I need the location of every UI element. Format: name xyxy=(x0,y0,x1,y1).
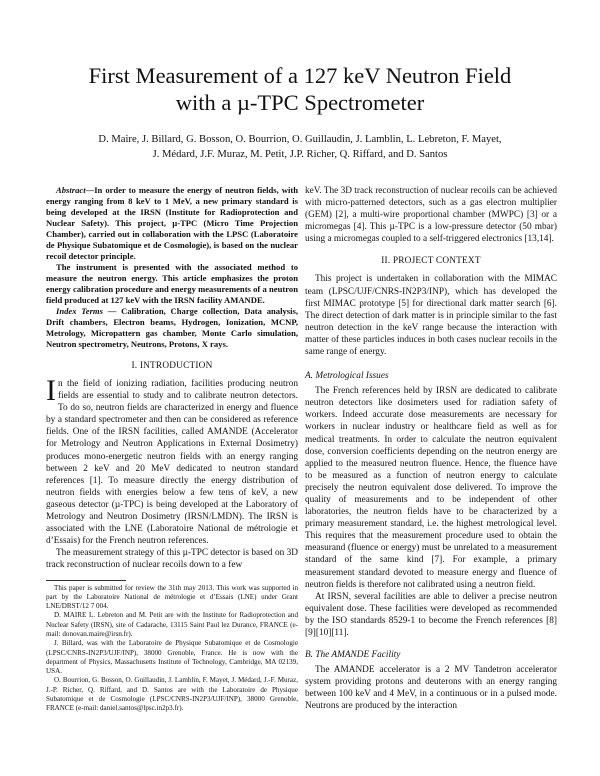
author-list xyxy=(60,132,540,162)
index-terms-lead: Index Terms xyxy=(56,306,103,316)
title-line-2: with a µ-TPC Spectrometer xyxy=(175,90,425,115)
footnote: O. Bourrion, G. Bosson, O. Guillaudin, J. Lamblin, F. Mayet, J. Médard, J.-F. Muraz, J.-P. Richer, Q. Riffard, and D. Santos are with the Laboratoire de Physique Subatomique et de Cosmologie (LPSC/CNRS-IN2P3/UJF/INP), 38000 Grenoble, FRANCE (e-mail: daniel.santos@lpsc.in2p3.fr). xyxy=(46,676,298,713)
intro-paragraph-1 xyxy=(46,374,298,547)
section-heading-project-context: II. PROJECT CONTEXT xyxy=(381,256,481,267)
intro-paragraph-1-text: n the field of ionizing radiation, facilities producing neutron fields are essential to study and to calibrate neutron detectors. To do so, neutron fields are characterized in energy and fluence by a standard spectrometer and then can be considered as reference fields. One of the IRSN facilities, called AMANDE (Accelerator for Metrology and Neutron Applications in External Dosimetry) produces mono-energetic neutron fields with an energy ranging between 2 keV and 20 MeV dedicated to neutron standard references [1]. To measure directly the energy distribution of neutron fields with energies below a few tens of keV, a new gaseous detector (µ-TPC) is being developed at the Laboratory of Metrology and Neutron Dosimetry (IRSN/LMDN). The IRSN is associated with the LNE (Laboratoire National de métrologie et d’Essais) for the French neutron references. xyxy=(46,379,298,547)
title-line-1: First Measurement of a 127 keV Neutron Field xyxy=(88,63,512,88)
index-terms-body: — Calibration, Charge collection, Data analysis, Drift chambers, Electron beams, Hydrogen, Ionization, MCNP, Metrology, Micropattern gas chamber, Monte Carlo simulation, Neutron spectrometry, Neutrons, Protons, X rays. xyxy=(46,306,299,349)
right-column xyxy=(305,185,557,712)
project-context-paragraph: This project is undertaken in collaboration with the MIMAC team (LPSC/UJF/CNRS-IN2P3/INP), which has developed the first MIMAC prototype [5] for directional dark matter search [6]. The direct detection of dark matter is in principle similar to the fast neutron detection in the keV range because the interaction with matter of these particles induces in both cases nuclear recoils in the same range of energy. xyxy=(305,274,557,358)
intro-paragraph-2: The measurement strategy of this µ-TPC detector is based on 3D track reconstruction of nuclear recoils down to a few xyxy=(46,548,298,571)
subsection-heading-amande-facility: B. The AMANDE Facility xyxy=(305,650,401,661)
footnote: J. Billard, was with the Laboratoire de Physique Subatomique et de Cosmologie (LPSC/CNRS-IN2P3/UJF/INP), 38000 Grenoble, France. He is now with the department of Physics, Massachusetts Institute of Technology, Cambridge, MA 02139, USA. xyxy=(46,639,298,676)
footnote: D. MAIRE L. Lebreton and M. Petit are with the Institute for Radioprotection and Nuclear Safety (IRSN), site of Cadarache, 13115 Saint Paul lez Durance, FRANCE (e-mail: donovan.maire@irsn.fr). xyxy=(46,611,298,638)
abstract-lead: Abstract xyxy=(56,185,86,195)
subsection-heading-metrological-issues: A. Metrological Issues xyxy=(305,371,389,382)
authors-line-2: J. Médard, J.F. Muraz, M. Petit, J.P. Richer, Q. Riffard, and D. Santos xyxy=(152,149,448,160)
abstract-body: —In order to measure the energy of neutron fields, with energy ranging from 8 keV to 1 MeV, a new primary standard is being developed at the IRSN (Institute for Radioprotection and Nuclear Safety). This project, µ-TPC (Micro Time Projection Chamber), carried out in collaboration with the LPSC (Laboratoire de Physique Subatomique et de Cosmologie), is based on the nuclear recoil detector principle. xyxy=(46,185,298,261)
index-terms xyxy=(46,306,298,350)
section-heading-introduction: I. INTRODUCTION xyxy=(131,361,213,371)
intro-continued-paragraph: keV. The 3D track reconstruction of nuclear recoils can be achieved with micro-patterned detectors, such as a gas electron multiplier (GEM) [2], a multi-wire proportional chamber (MWPC) [3] or a micromegas [4]. This µ-TPC is a low-pressure detector (50 mbar) using a micromegas coupled to a self-triggered electronics [13,14]. xyxy=(305,186,557,245)
footnote-rule xyxy=(46,580,126,581)
abstract-paragraph-2: The instrument is presented with the associated method to measure the neutron energy. This article emphasizes the proton energy calibration procedure and energy measurements of a neutron field produced at 127 keV with the IRSN facility AMANDE. xyxy=(46,262,298,305)
amande-paragraph: The AMANDE accelerator is a 2 MV Tandetron accelerator system providing protons and deuterons with an energy ranging between 100 keV and 4 MeV, in a continuous or in a pulsed mode. Neutrons are produced by the interaction xyxy=(305,665,557,712)
footnote: This paper is submitted for review the 31th may 2013. This work was supported in part by the Laboratoire National de métrologie et d’Essais (LNE) under Grant LNE/DRST/12 7 004. xyxy=(46,583,298,611)
left-column xyxy=(46,185,298,714)
abstract xyxy=(46,185,298,262)
metrological-paragraph-1: The French references held by IRSN are dedicated to calibrate neutron detectors like dosimeters used for radiation safety of workers. Indeed accurate dose measurements are necessary for workers in nuclear industry or healthcare field as well as for medical treatments. In order to calculate the neutron equivalent dose, conversion coefficients depending on the neutron energy are applied to the measured neutron fluence. Hence, the fluence have to be measured as a function of neutron energy to calculate precisely the neutron equivalent dose delivered. To improve the quality of measurements and to be independent of other laboratories, the neutron fields have to be characterized by a primary measurement standard, i.e. the highest metrological level. This requires that the measurement procedure used to obtain the measurand (fluence or energy) must be unrelated to a measurement standard of the same kind [7]. For example, a primary measurement standard devoted to measure energy and fluence of neutron fields is therefore not calibrated using a neutron field. xyxy=(305,386,557,590)
paper-title xyxy=(30,62,570,116)
drop-cap: I xyxy=(46,374,56,407)
authors-line-1: D. Maire, J. Billard, G. Bosson, O. Bourrion, O. Guillaudin, J. Lamblin, L. Lebreton, F. Mayet, xyxy=(98,134,502,145)
metrological-paragraph-2: At IRSN, several facilities are able to deliver a precise neutron equivalent dose. These facilities were developed as recommended by the ISO standards 8529-1 to become the French references [8][9][10][11]. xyxy=(305,591,557,638)
